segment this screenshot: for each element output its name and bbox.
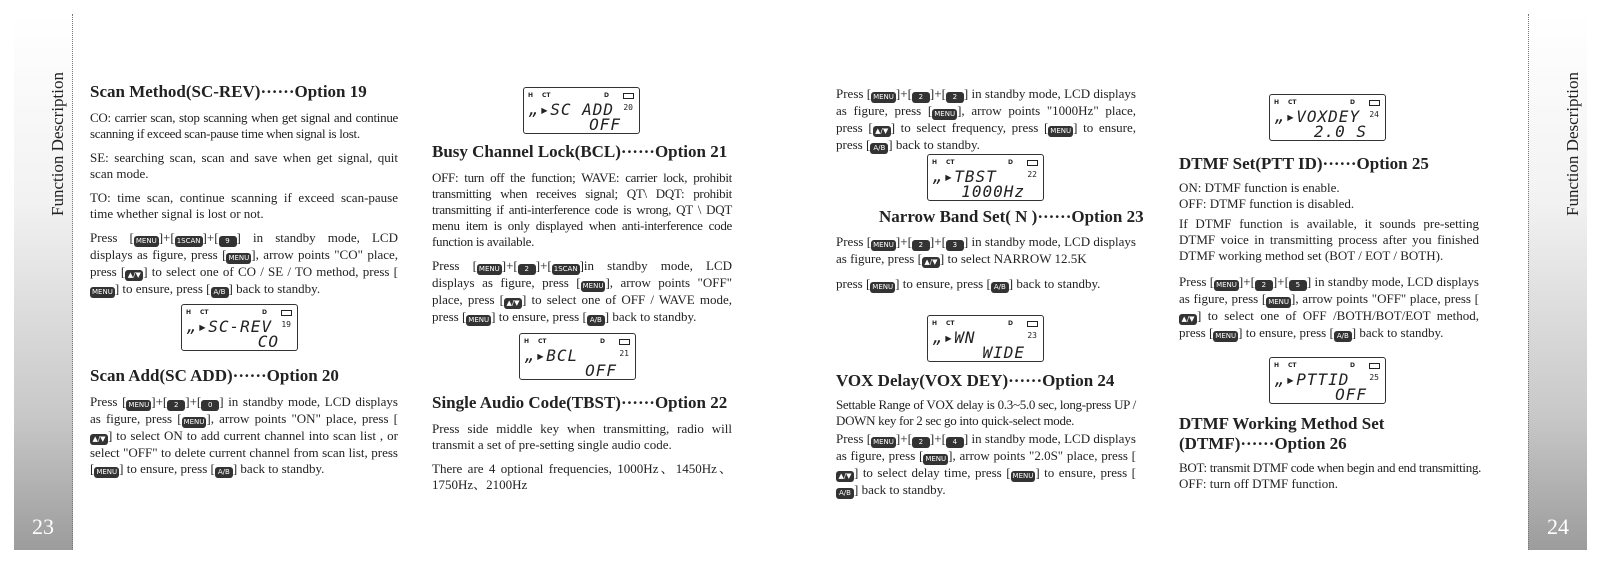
menu-key-icon: MENU bbox=[872, 283, 894, 291]
column-4b bbox=[1179, 414, 1489, 492]
menu-key-icon: MENU bbox=[1216, 281, 1237, 289]
key-5-icon: 5 bbox=[1289, 280, 1307, 291]
up-down-key-icon: ▲/▼ bbox=[1179, 314, 1197, 325]
ab-key-icon: A/B bbox=[211, 287, 229, 298]
right-side-strip bbox=[1528, 14, 1587, 550]
column-2 bbox=[432, 142, 732, 326]
dtmf-bot-description: BOT: transmit DTMF code when begin and end transmitting. bbox=[1179, 460, 1482, 475]
option-24-instructions: Press [ MENU ]+[ 2 ]+[ 4 ] in standby mode, LCD displays as figure, press [ MENU ], arrow points "2.0S" place, press [▲/▼ ] to select delay time, press [ MENU ] to ensure, press [A/B ] back to standby. bbox=[836, 431, 1136, 497]
ab-key-icon: A/B bbox=[991, 282, 1009, 293]
lcd-sc-rev: H CT D „▸SC-REV 19 CO bbox=[181, 304, 298, 351]
up-down-key-icon: ▲/▼ bbox=[504, 298, 522, 309]
menu-key-icon: MENU bbox=[1268, 298, 1290, 306]
key-2-icon: 2 bbox=[912, 437, 930, 448]
option-26-heading-line1: DTMF Working Method Set bbox=[1179, 414, 1385, 433]
option-23-ensure: press [ MENU ] to ensure, press [ A/B ] back to standby. bbox=[836, 276, 1101, 291]
option-23-instructions: Press [ MENU ]+[ 2 ]+[ 3 ] in standby mode, LCD displays as figure, press [ ▲/▼ ] to select NARROW 12.5K bbox=[836, 234, 1136, 266]
lcd-bcl: H CT D „▸BCL 21 OFF bbox=[519, 333, 636, 380]
up-down-key-icon: ▲/▼ bbox=[125, 270, 143, 281]
menu-key-icon: MENU bbox=[96, 468, 118, 476]
dtmf-description: If DTMF function is available, it sounds pre-setting DTMF voice in transmitting process after you finished DTMF working method set (BOT / EOT / BOTH). bbox=[1179, 216, 1479, 263]
up-down-key-icon: ▲/▼ bbox=[873, 126, 891, 137]
ab-key-icon: A/B bbox=[587, 315, 605, 326]
menu-key-icon: MENU bbox=[873, 93, 894, 101]
menu-key-icon: MENU bbox=[478, 265, 500, 273]
menu-key-icon: MENU bbox=[582, 282, 604, 290]
dtmf-off-description: OFF: DTMF function is disabled. bbox=[1179, 196, 1355, 211]
menu-key-icon: MENU bbox=[1215, 332, 1237, 340]
key-0-icon: 0 bbox=[201, 400, 219, 411]
option-23-heading: Narrow Band Set( N )······Option 23 bbox=[879, 207, 1144, 226]
ab-key-icon: A/B bbox=[1334, 331, 1352, 342]
column-4 bbox=[1179, 154, 1479, 342]
battery-icon bbox=[619, 339, 630, 345]
to-description: TO: time scan, continue scanning if exceed scan-pause time whether signal is lost or not. bbox=[90, 190, 398, 221]
left-page-number: 23 bbox=[32, 514, 54, 539]
left-side-strip bbox=[14, 14, 73, 550]
menu-key-icon: MENU bbox=[228, 254, 250, 262]
tbst-description: Press side middle key when transmitting, radio will transmit a set of pre-setting single audio code. bbox=[432, 421, 732, 452]
dtmf-off-function: OFF: turn off DTMF function. bbox=[1179, 476, 1339, 491]
lcd-sc-add: H CT D „▸SC ADD 20 OFF bbox=[523, 87, 640, 134]
dtmf-on-description: ON: DTMF function is enable. bbox=[1179, 180, 1340, 195]
battery-icon bbox=[1027, 321, 1038, 327]
menu-key-icon: MENU bbox=[468, 316, 490, 324]
lcd-wn: H CT D „▸WN 23 WIDE bbox=[927, 315, 1044, 362]
option-19-heading: Scan Method(SC-REV)······Option 19 bbox=[90, 82, 367, 101]
option-25-instructions: Press [ MENU ]+[ 2 ]+[ 5 ] in standby mode, LCD displays as figure, press [ MENU ], arrow points "OFF" place, press [▲/▼ ] to select one of OFF /BOTH/BOT/EOT method, press [ MENU ] to ensure, press [ A/B ] back to standby. bbox=[1179, 274, 1479, 340]
menu-key-icon: MENU bbox=[934, 110, 956, 118]
vox-delay-description: Settable Range of VOX delay is 0.3~5.0 sec, long-press UP / DOWN key for 2 sec go into quick-select mode. bbox=[836, 397, 1136, 428]
left-side-title: Function Description bbox=[48, 72, 67, 217]
menu-key-icon: MENU bbox=[92, 288, 113, 296]
option-26-heading-line2: (DTMF)······Option 26 bbox=[1179, 434, 1347, 453]
menu-key-icon: MENU bbox=[1012, 472, 1034, 480]
bcl-description: OFF: turn off the function; WAVE: carrier lock, prohibit transmitting when receives signal; QT\ DQT: prohibit transmitting if anti-interference code is wrong, QT \ DQT menu item is only displayed when anti-interference code function is available. bbox=[432, 170, 732, 249]
key-1-icon: 1SCAN bbox=[553, 265, 578, 273]
key-1-icon: 1SCAN bbox=[176, 237, 201, 245]
key-3-icon: 3 bbox=[946, 240, 964, 251]
key-2-icon: 2 bbox=[518, 264, 536, 275]
key-2-icon: 2 bbox=[912, 92, 930, 103]
battery-icon bbox=[623, 93, 634, 99]
se-description: SE: searching scan, scan and save when get signal, quit scan mode. bbox=[90, 150, 398, 181]
column-3 bbox=[836, 86, 1136, 154]
key-2-icon: 2 bbox=[167, 400, 185, 411]
option-21-instructions: Press [ MENU ]+[ 2 ]+[ 1SCAN ]in standby mode, LCD displays as figure, press [ MENU ], arrow points "OFF" place, press [ ▲/▼ ] to select one of OFF / WAVE mode, press [ MENU ] to ensure, press [ A/B ] back to standby. bbox=[432, 258, 733, 324]
option-20-instructions: Press [ MENU ]+[ 2 ]+[ 0 ] in standby mode, LCD displays as figure, press [ MENU ], arrow points "ON" place, press [▲/▼ ] to select ON to add current channel into scan list , or select "OFF" to delete current channel from scan list, press [ MENU ] to ensure, press [ A/B ] back to standby. bbox=[90, 394, 398, 476]
co-description: CO: carrier scan, stop scanning when get signal and continue scanning if exceed scan-pause time when signal is lost. bbox=[90, 110, 398, 141]
column-3b bbox=[836, 207, 1144, 293]
battery-icon bbox=[1027, 160, 1038, 166]
column-3c bbox=[836, 371, 1136, 499]
menu-key-icon: MENU bbox=[135, 237, 157, 245]
key-2-icon: 2 bbox=[912, 240, 930, 251]
column-2b bbox=[432, 393, 732, 493]
column-1b bbox=[90, 366, 398, 478]
option-24-heading: VOX Delay(VOX DEY)······Option 24 bbox=[836, 371, 1115, 390]
option-19-instructions: Press [ MENU ]+[ 1SCAN ]+[ 9 ] in standby mode, LCD displays as figure, press [ MENU ], arrow points "CO" place, press [ ▲/▼ ] to select one of CO / SE / TO method, press [MENU ] to ensure, press [ A/B ] back to standby. bbox=[90, 230, 398, 296]
menu-key-icon: MENU bbox=[183, 418, 205, 426]
option-25-heading: DTMF Set(PTT ID)······Option 25 bbox=[1179, 154, 1429, 173]
ab-key-icon: A/B bbox=[870, 143, 888, 154]
battery-icon bbox=[281, 310, 292, 316]
lcd-voxdey: H CT D „▸VOXDEY 24 2.0 S bbox=[1269, 94, 1386, 141]
key-4-icon: 4 bbox=[946, 437, 964, 448]
lcd-pttid: H CT D „▸PTTID 25 OFF bbox=[1269, 357, 1386, 404]
menu-key-icon: MENU bbox=[873, 241, 894, 249]
column-1 bbox=[90, 82, 398, 298]
key-9-icon: 9 bbox=[219, 236, 237, 247]
tbst-frequencies: There are 4 optional frequencies, 1000Hz、1450Hz、1750Hz、2100Hz bbox=[432, 461, 732, 492]
option-20-heading: Scan Add(SC ADD)······Option 20 bbox=[90, 366, 339, 385]
battery-icon bbox=[1369, 363, 1380, 369]
option-22-heading: Single Audio Code(TBST)······Option 22 bbox=[432, 393, 728, 412]
right-side-title: Function Description bbox=[1563, 72, 1582, 217]
menu-key-icon: MENU bbox=[873, 438, 894, 446]
lcd-tbst: H CT D „▸TBST 22 1000Hz bbox=[927, 154, 1044, 201]
up-down-key-icon: ▲/▼ bbox=[836, 471, 854, 482]
menu-key-icon: MENU bbox=[128, 401, 150, 409]
up-down-key-icon: ▲/▼ bbox=[922, 257, 940, 268]
key-2-icon: 2 bbox=[1255, 280, 1273, 291]
ab-key-icon: A/B bbox=[215, 467, 233, 478]
right-page-number: 24 bbox=[1547, 514, 1569, 539]
key-2-icon: 2 bbox=[946, 92, 964, 103]
up-down-key-icon: ▲/▼ bbox=[90, 434, 108, 445]
battery-icon bbox=[1369, 100, 1380, 106]
menu-key-icon: MENU bbox=[925, 455, 947, 463]
option-21-heading: Busy Channel Lock(BCL)······Option 21 bbox=[432, 142, 728, 161]
option-22-instructions: Press [ MENU ]+[ 2 ]+[ 2 ] in standby mode, LCD displays as figure, press [ MENU ], arrow points "1000Hz" place, press [ ▲/▼ ] to select frequency, press [ MENU ] to ensure, press [ A/B ] back to standby. bbox=[836, 86, 1137, 152]
menu-key-icon: MENU bbox=[1050, 127, 1072, 135]
ab-key-icon: A/B bbox=[836, 488, 854, 499]
